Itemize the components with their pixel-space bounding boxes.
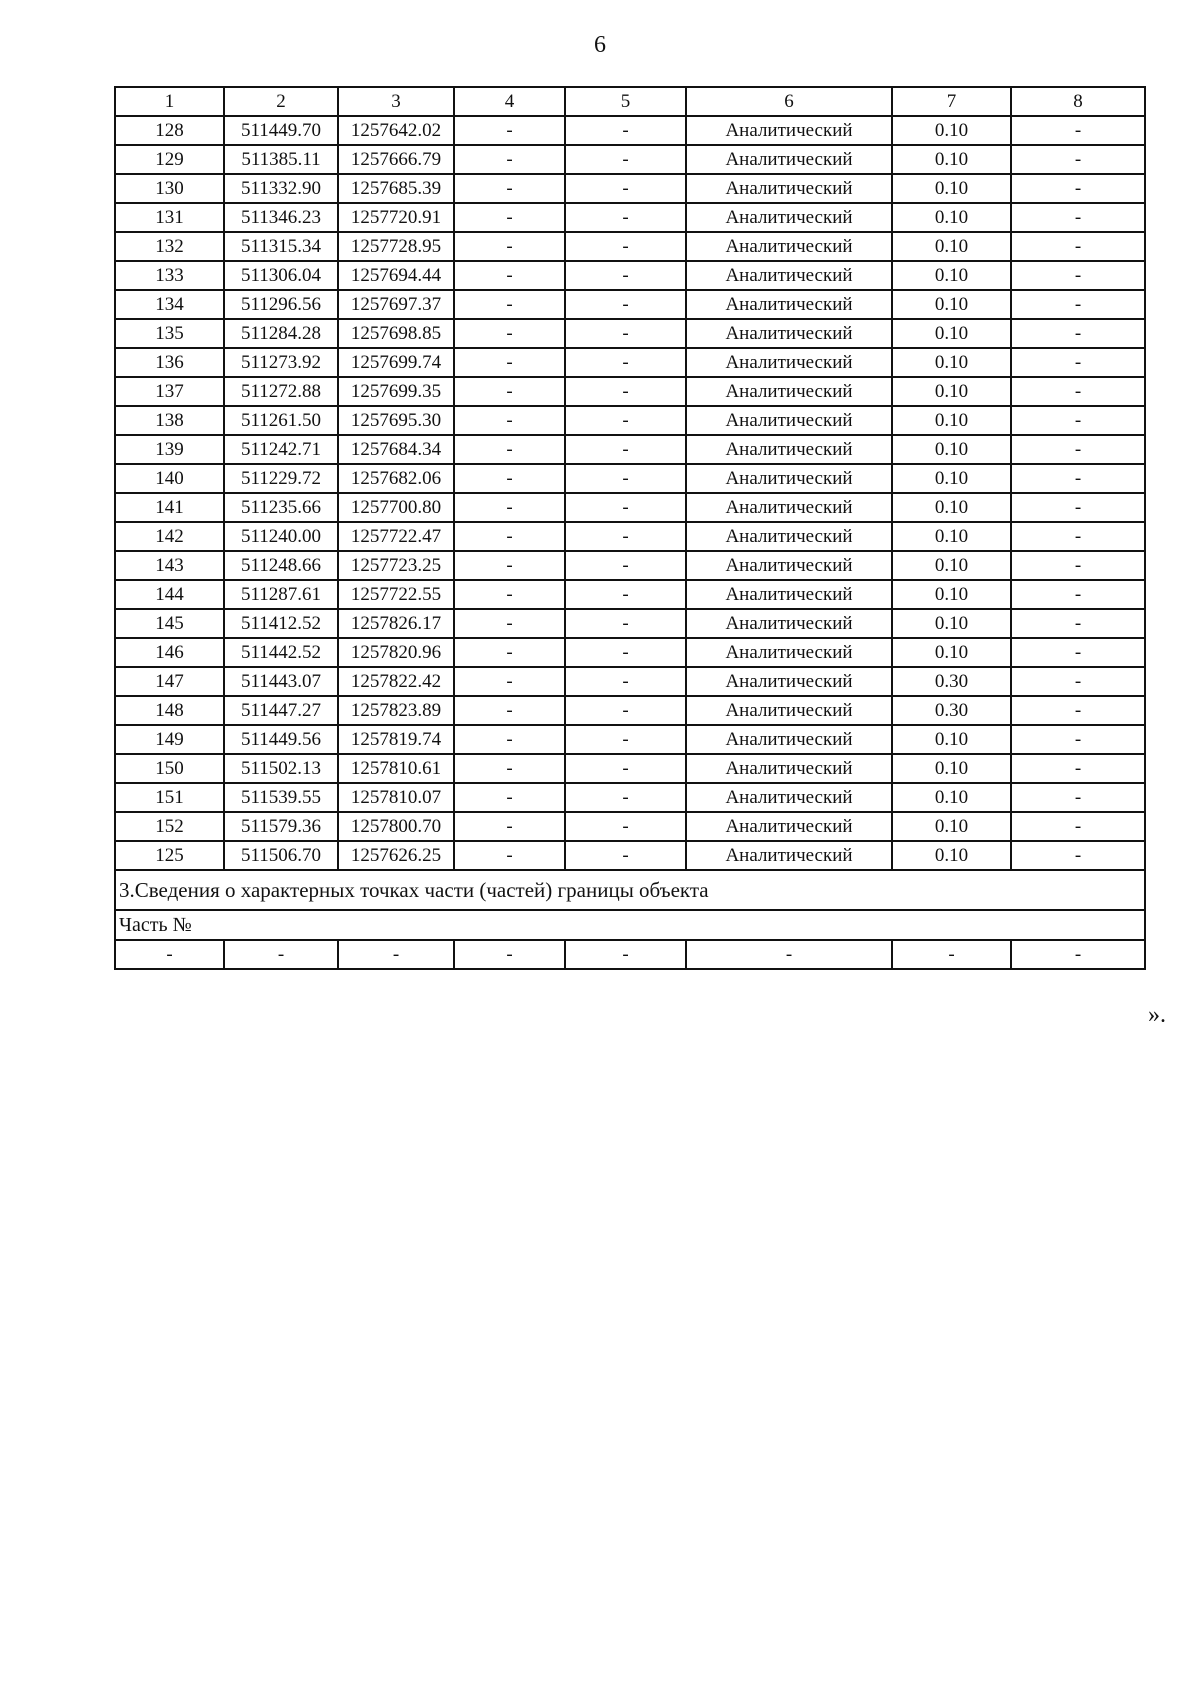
table-cell: -: [454, 940, 565, 969]
table-cell: 0.30: [892, 667, 1011, 696]
header-cell: 2: [224, 87, 338, 116]
table-row: [115, 145, 1145, 174]
table-cell: 1257722.47: [338, 522, 454, 551]
table-header-row: [115, 87, 1145, 116]
table-cell: 133: [115, 261, 224, 290]
table-cell: 125: [115, 841, 224, 870]
table-cell: -: [565, 638, 686, 667]
table-cell: -: [1011, 580, 1145, 609]
table-cell: 511443.07: [224, 667, 338, 696]
table-cell: -: [1011, 319, 1145, 348]
coordinates-table: [114, 86, 1146, 970]
table-cell: Аналитический: [686, 725, 892, 754]
table-cell: 134: [115, 290, 224, 319]
table-cell: -: [454, 435, 565, 464]
table-cell: -: [224, 940, 338, 969]
table-cell: Аналитический: [686, 232, 892, 261]
table-cell: 511539.55: [224, 783, 338, 812]
table-cell: -: [565, 145, 686, 174]
table-cell: 1257822.42: [338, 667, 454, 696]
table-cell: -: [454, 145, 565, 174]
table-cell: 0.10: [892, 290, 1011, 319]
table-cell: -: [1011, 174, 1145, 203]
table-cell: -: [565, 580, 686, 609]
table-cell: -: [338, 940, 454, 969]
table-cell: 0.30: [892, 696, 1011, 725]
table-cell: -: [1011, 203, 1145, 232]
table-cell: 151: [115, 783, 224, 812]
table-row: [115, 435, 1145, 464]
table-cell: -: [1011, 754, 1145, 783]
table-cell: 511332.90: [224, 174, 338, 203]
table-cell: -: [1011, 522, 1145, 551]
table-cell: -: [565, 406, 686, 435]
table-cell: -: [1011, 232, 1145, 261]
table-cell: 141: [115, 493, 224, 522]
table-cell: 0.10: [892, 551, 1011, 580]
table-row: [115, 290, 1145, 319]
table-cell: 1257823.89: [338, 696, 454, 725]
table-cell: 0.10: [892, 638, 1011, 667]
table-cell: 137: [115, 377, 224, 406]
table-cell: 0.10: [892, 232, 1011, 261]
table-cell: 138: [115, 406, 224, 435]
table-cell: 0.10: [892, 754, 1011, 783]
table-cell: 1257682.06: [338, 464, 454, 493]
table-cell: 0.10: [892, 116, 1011, 145]
table-cell: -: [1011, 348, 1145, 377]
table-cell: -: [565, 812, 686, 841]
table-cell: 1257810.07: [338, 783, 454, 812]
table-cell: 511442.52: [224, 638, 338, 667]
table-cell: 147: [115, 667, 224, 696]
table-cell: 511412.52: [224, 609, 338, 638]
table-cell: -: [1011, 667, 1145, 696]
table-cell: 1257810.61: [338, 754, 454, 783]
table-cell: Аналитический: [686, 812, 892, 841]
table-cell: -: [454, 116, 565, 145]
table-cell: -: [565, 174, 686, 203]
table-cell: -: [454, 232, 565, 261]
table-cell: 511306.04: [224, 261, 338, 290]
table-row: [115, 522, 1145, 551]
table-row: [115, 783, 1145, 812]
table-cell: 1257685.39: [338, 174, 454, 203]
table-cell: 139: [115, 435, 224, 464]
table-body: [115, 87, 1145, 969]
table-row: [115, 377, 1145, 406]
table-cell: 1257694.44: [338, 261, 454, 290]
table-row: [115, 551, 1145, 580]
table-cell: 511506.70: [224, 841, 338, 870]
table-cell: Аналитический: [686, 348, 892, 377]
table-cell: -: [115, 940, 224, 969]
table-cell: 145: [115, 609, 224, 638]
table-cell: Аналитический: [686, 174, 892, 203]
table-cell: 511447.27: [224, 696, 338, 725]
table-cell: 511273.92: [224, 348, 338, 377]
table-cell: 511229.72: [224, 464, 338, 493]
table-cell: 1257699.74: [338, 348, 454, 377]
table-cell: -: [565, 667, 686, 696]
table-cell: Аналитический: [686, 783, 892, 812]
table-cell: Аналитический: [686, 290, 892, 319]
table-cell: Аналитический: [686, 203, 892, 232]
table-cell: -: [1011, 145, 1145, 174]
table-row: [115, 725, 1145, 754]
table-row: [115, 493, 1145, 522]
table-cell: Аналитический: [686, 493, 892, 522]
table-cell: -: [565, 754, 686, 783]
table-cell: 1257695.30: [338, 406, 454, 435]
table-cell: -: [565, 203, 686, 232]
table-cell: 511261.50: [224, 406, 338, 435]
table-cell: -: [1011, 435, 1145, 464]
table-cell: 0.10: [892, 348, 1011, 377]
table-cell: 511287.61: [224, 580, 338, 609]
table-cell: -: [454, 580, 565, 609]
table-cell: -: [1011, 493, 1145, 522]
table-cell: -: [454, 174, 565, 203]
table-cell: 511449.70: [224, 116, 338, 145]
table-cell: -: [1011, 609, 1145, 638]
table-cell: 511385.11: [224, 145, 338, 174]
table-cell: 1257666.79: [338, 145, 454, 174]
table-cell: 0.10: [892, 493, 1011, 522]
table-cell: 0.10: [892, 435, 1011, 464]
header-cell: 5: [565, 87, 686, 116]
table-cell: 511284.28: [224, 319, 338, 348]
table-cell: -: [454, 261, 565, 290]
table-cell: 511315.34: [224, 232, 338, 261]
table-cell: -: [454, 406, 565, 435]
table-cell: -: [454, 493, 565, 522]
table-cell: 1257723.25: [338, 551, 454, 580]
table-cell: 132: [115, 232, 224, 261]
table-cell: 0.10: [892, 522, 1011, 551]
table-cell: -: [454, 377, 565, 406]
table-cell: -: [454, 841, 565, 870]
table-cell: 1257697.37: [338, 290, 454, 319]
header-cell: 6: [686, 87, 892, 116]
table-cell: -: [565, 783, 686, 812]
table-cell: -: [565, 116, 686, 145]
table-cell: -: [454, 783, 565, 812]
table-cell: 136: [115, 348, 224, 377]
table-cell: -: [1011, 812, 1145, 841]
table-cell: -: [1011, 261, 1145, 290]
table-cell: Аналитический: [686, 522, 892, 551]
table-cell: 146: [115, 638, 224, 667]
table-cell: Аналитический: [686, 464, 892, 493]
table-cell: -: [1011, 377, 1145, 406]
table-cell: 1257626.25: [338, 841, 454, 870]
table-cell: Аналитический: [686, 406, 892, 435]
table-cell: Аналитический: [686, 841, 892, 870]
table-cell: -: [454, 464, 565, 493]
table-cell: -: [454, 522, 565, 551]
table-cell: 511242.71: [224, 435, 338, 464]
empty-part-row: [115, 940, 1145, 969]
table-cell: -: [454, 348, 565, 377]
header-cell: 3: [338, 87, 454, 116]
table-cell: Аналитический: [686, 435, 892, 464]
table-cell: 511240.00: [224, 522, 338, 551]
table-cell: 511296.56: [224, 290, 338, 319]
table-row: [115, 174, 1145, 203]
table-cell: 1257684.34: [338, 435, 454, 464]
table-cell: 511248.66: [224, 551, 338, 580]
table-cell: -: [565, 290, 686, 319]
table-cell: -: [454, 203, 565, 232]
table-cell: 1257826.17: [338, 609, 454, 638]
table-cell: -: [565, 841, 686, 870]
table-cell: -: [1011, 638, 1145, 667]
table-cell: 0.10: [892, 145, 1011, 174]
table-cell: -: [1011, 725, 1145, 754]
table-cell: 511272.88: [224, 377, 338, 406]
table-cell: Аналитический: [686, 377, 892, 406]
table-cell: 131: [115, 203, 224, 232]
table-row: [115, 580, 1145, 609]
table-cell: 0.10: [892, 464, 1011, 493]
table-cell: Аналитический: [686, 667, 892, 696]
table-cell: -: [565, 551, 686, 580]
table-cell: -: [454, 319, 565, 348]
header-cell: 7: [892, 87, 1011, 116]
table-row: [115, 464, 1145, 493]
table-cell: 511235.66: [224, 493, 338, 522]
table-cell: 135: [115, 319, 224, 348]
part-label: Часть №: [115, 910, 1145, 940]
table-row: [115, 116, 1145, 145]
table-cell: -: [1011, 940, 1145, 969]
closing-quote-mark: ».: [1148, 1002, 1166, 1028]
table-cell: 1257642.02: [338, 116, 454, 145]
table-row: [115, 319, 1145, 348]
table-row: [115, 638, 1145, 667]
table-cell: -: [1011, 841, 1145, 870]
table-cell: 150: [115, 754, 224, 783]
table-cell: -: [454, 725, 565, 754]
table-row: [115, 609, 1145, 638]
table-cell: Аналитический: [686, 319, 892, 348]
table-cell: 144: [115, 580, 224, 609]
table-cell: Аналитический: [686, 696, 892, 725]
table-cell: 152: [115, 812, 224, 841]
table-cell: 0.10: [892, 261, 1011, 290]
table-cell: Аналитический: [686, 551, 892, 580]
table-cell: Аналитический: [686, 261, 892, 290]
table-cell: Аналитический: [686, 754, 892, 783]
table-cell: -: [565, 435, 686, 464]
table-cell: 511502.13: [224, 754, 338, 783]
table-cell: -: [1011, 464, 1145, 493]
table-cell: 1257819.74: [338, 725, 454, 754]
table-row: [115, 696, 1145, 725]
table-cell: 1257728.95: [338, 232, 454, 261]
table-cell: 1257698.85: [338, 319, 454, 348]
table-cell: 1257699.35: [338, 377, 454, 406]
part-label-row: [115, 910, 1145, 940]
table-row: [115, 232, 1145, 261]
table-cell: -: [565, 940, 686, 969]
table-cell: 0.10: [892, 580, 1011, 609]
table-cell: 130: [115, 174, 224, 203]
table-cell: -: [1011, 783, 1145, 812]
table-cell: -: [565, 464, 686, 493]
table-cell: Аналитический: [686, 638, 892, 667]
table-cell: -: [454, 812, 565, 841]
table-cell: -: [1011, 551, 1145, 580]
section-title: 3.Сведения о характерных точках части (частей) границы объекта: [115, 870, 1145, 910]
table-cell: -: [454, 667, 565, 696]
table-cell: 0.10: [892, 812, 1011, 841]
table-cell: 1257722.55: [338, 580, 454, 609]
table-cell: 140: [115, 464, 224, 493]
table-cell: Аналитический: [686, 116, 892, 145]
table-cell: 143: [115, 551, 224, 580]
table-cell: -: [1011, 290, 1145, 319]
table-cell: 149: [115, 725, 224, 754]
table-cell: -: [1011, 116, 1145, 145]
header-cell: 8: [1011, 87, 1145, 116]
table-cell: 142: [115, 522, 224, 551]
table-cell: Аналитический: [686, 145, 892, 174]
table-cell: 0.10: [892, 377, 1011, 406]
table-cell: -: [565, 522, 686, 551]
table-cell: 0.10: [892, 174, 1011, 203]
table-cell: Аналитический: [686, 580, 892, 609]
table-row: [115, 261, 1145, 290]
table-cell: -: [1011, 696, 1145, 725]
table-cell: 129: [115, 145, 224, 174]
section-title-row: [115, 870, 1145, 910]
table-cell: -: [1011, 406, 1145, 435]
table-cell: -: [892, 940, 1011, 969]
table-cell: -: [454, 696, 565, 725]
table-row: [115, 667, 1145, 696]
table-cell: 0.10: [892, 203, 1011, 232]
header-cell: 1: [115, 87, 224, 116]
table-cell: -: [565, 232, 686, 261]
table-cell: 148: [115, 696, 224, 725]
table-row: [115, 841, 1145, 870]
table-row: [115, 812, 1145, 841]
table-cell: 0.10: [892, 841, 1011, 870]
table-cell: -: [565, 609, 686, 638]
table-cell: 1257820.96: [338, 638, 454, 667]
table-cell: -: [565, 348, 686, 377]
table-cell: 511346.23: [224, 203, 338, 232]
table-cell: -: [565, 319, 686, 348]
table-row: [115, 754, 1145, 783]
table-cell: -: [454, 754, 565, 783]
table-cell: -: [454, 551, 565, 580]
table-cell: 128: [115, 116, 224, 145]
page-number: 6: [594, 32, 606, 58]
table-row: [115, 203, 1145, 232]
table-cell: 0.10: [892, 609, 1011, 638]
table-cell: 1257720.91: [338, 203, 454, 232]
header-cell: 4: [454, 87, 565, 116]
table-cell: 511449.56: [224, 725, 338, 754]
table-cell: -: [454, 638, 565, 667]
table-cell: -: [686, 940, 892, 969]
table-cell: 1257700.80: [338, 493, 454, 522]
table-cell: 0.10: [892, 725, 1011, 754]
table-cell: -: [565, 725, 686, 754]
table-cell: 0.10: [892, 783, 1011, 812]
table-cell: 1257800.70: [338, 812, 454, 841]
table-cell: Аналитический: [686, 609, 892, 638]
table-cell: -: [565, 377, 686, 406]
table-cell: 0.10: [892, 406, 1011, 435]
table-cell: -: [565, 696, 686, 725]
table-cell: 0.10: [892, 319, 1011, 348]
table-cell: -: [454, 290, 565, 319]
table-cell: 511579.36: [224, 812, 338, 841]
table-cell: -: [454, 609, 565, 638]
table-row: [115, 348, 1145, 377]
table-cell: -: [565, 261, 686, 290]
table-row: [115, 406, 1145, 435]
table-cell: -: [565, 493, 686, 522]
